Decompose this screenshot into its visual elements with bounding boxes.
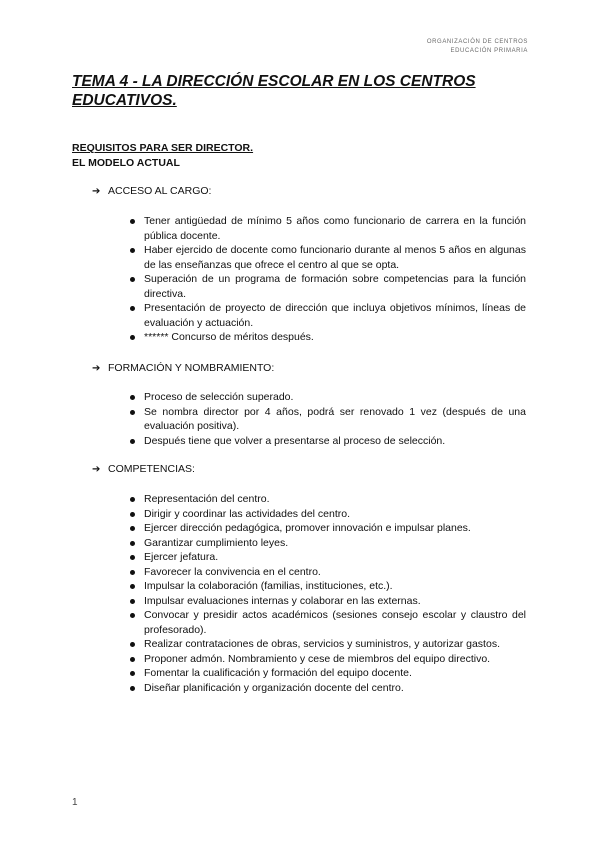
group-heading-acceso bbox=[92, 185, 211, 197]
list-item: Fomentar la cualificación y formación del equipo docente. bbox=[126, 666, 526, 681]
bullet-list-competencias bbox=[126, 492, 526, 695]
document-title: TEMA 4 - LA DIRECCIÓN ESCOLAR EN LOS CENTROS EDUCATIVOS. bbox=[72, 73, 476, 109]
list-item: Favorecer la convivencia en el centro. bbox=[126, 565, 526, 580]
arrow-right-icon: ➔ bbox=[92, 185, 101, 197]
header-line-1: ORGANIZACIÓN DE CENTROS bbox=[426, 39, 528, 45]
list-item: Diseñar planificación y organización docente del centro. bbox=[126, 681, 526, 696]
running-header bbox=[427, 38, 528, 56]
list-item: Superación de un programa de formación sobre competencias para la función directiva. bbox=[126, 272, 526, 301]
list-item: Garantizar cumplimiento leyes. bbox=[126, 536, 526, 551]
header-line-2: EDUCACIÓN PRIMARIA bbox=[450, 48, 528, 54]
group-heading-label: ACCESO AL CARGO: bbox=[108, 185, 212, 197]
list-item: Tener antigüedad de mínimo 5 años como funcionario de carrera en la función pública docente. bbox=[126, 214, 526, 243]
group-heading-label: COMPETENCIAS: bbox=[108, 463, 195, 475]
list-item: Proceso de selección superado. bbox=[126, 390, 526, 405]
list-item: Proponer admón. Nombramiento y cese de miembros del equipo directivo. bbox=[126, 652, 526, 667]
section-title: REQUISITOS PARA SER DIRECTOR. bbox=[72, 142, 254, 154]
list-item: Haber ejercido de docente como funcionario durante al menos 5 años en algunas de las enseñanzas que ofrece el centro al que se opta. bbox=[126, 243, 526, 272]
group-heading-formacion bbox=[92, 362, 274, 374]
list-item: Dirigir y coordinar las actividades del centro. bbox=[126, 507, 526, 522]
list-item: Ejercer jefatura. bbox=[126, 550, 526, 565]
bullet-list-formacion bbox=[126, 390, 526, 448]
list-item: Representación del centro. bbox=[126, 492, 526, 507]
list-item: Realizar contrataciones de obras, servicios y suministros, y autorizar gastos. bbox=[126, 637, 526, 652]
list-item: Ejercer dirección pedagógica, promover innovación e impulsar planes. bbox=[126, 521, 526, 536]
list-item: Se nombra director por 4 años, podrá ser renovado 1 vez (después de una evaluación positiva). bbox=[126, 405, 526, 434]
arrow-right-icon: ➔ bbox=[92, 463, 101, 475]
list-item: Impulsar evaluaciones internas y colaborar en las externas. bbox=[126, 594, 526, 609]
list-item: ****** Concurso de méritos después. bbox=[126, 330, 526, 345]
list-item: Después tiene que volver a presentarse al proceso de selección. bbox=[126, 434, 526, 449]
list-item: Presentación de proyecto de dirección que incluya objetivos mínimos, líneas de evaluación y actuación. bbox=[126, 301, 526, 330]
group-heading-label: FORMACIÓN Y NOMBRAMIENTO: bbox=[108, 362, 275, 374]
arrow-right-icon: ➔ bbox=[92, 362, 101, 374]
bullet-list-acceso bbox=[126, 214, 526, 345]
list-item: Impulsar la colaboración (familias, instituciones, etc.). bbox=[126, 579, 526, 594]
page-number: 1 bbox=[72, 797, 78, 808]
section-subtitle: EL MODELO ACTUAL bbox=[72, 157, 180, 169]
list-item: Convocar y presidir actos académicos (sesiones consejo escolar y claustro del profesorado). bbox=[126, 608, 526, 637]
group-heading-competencias bbox=[92, 463, 195, 475]
